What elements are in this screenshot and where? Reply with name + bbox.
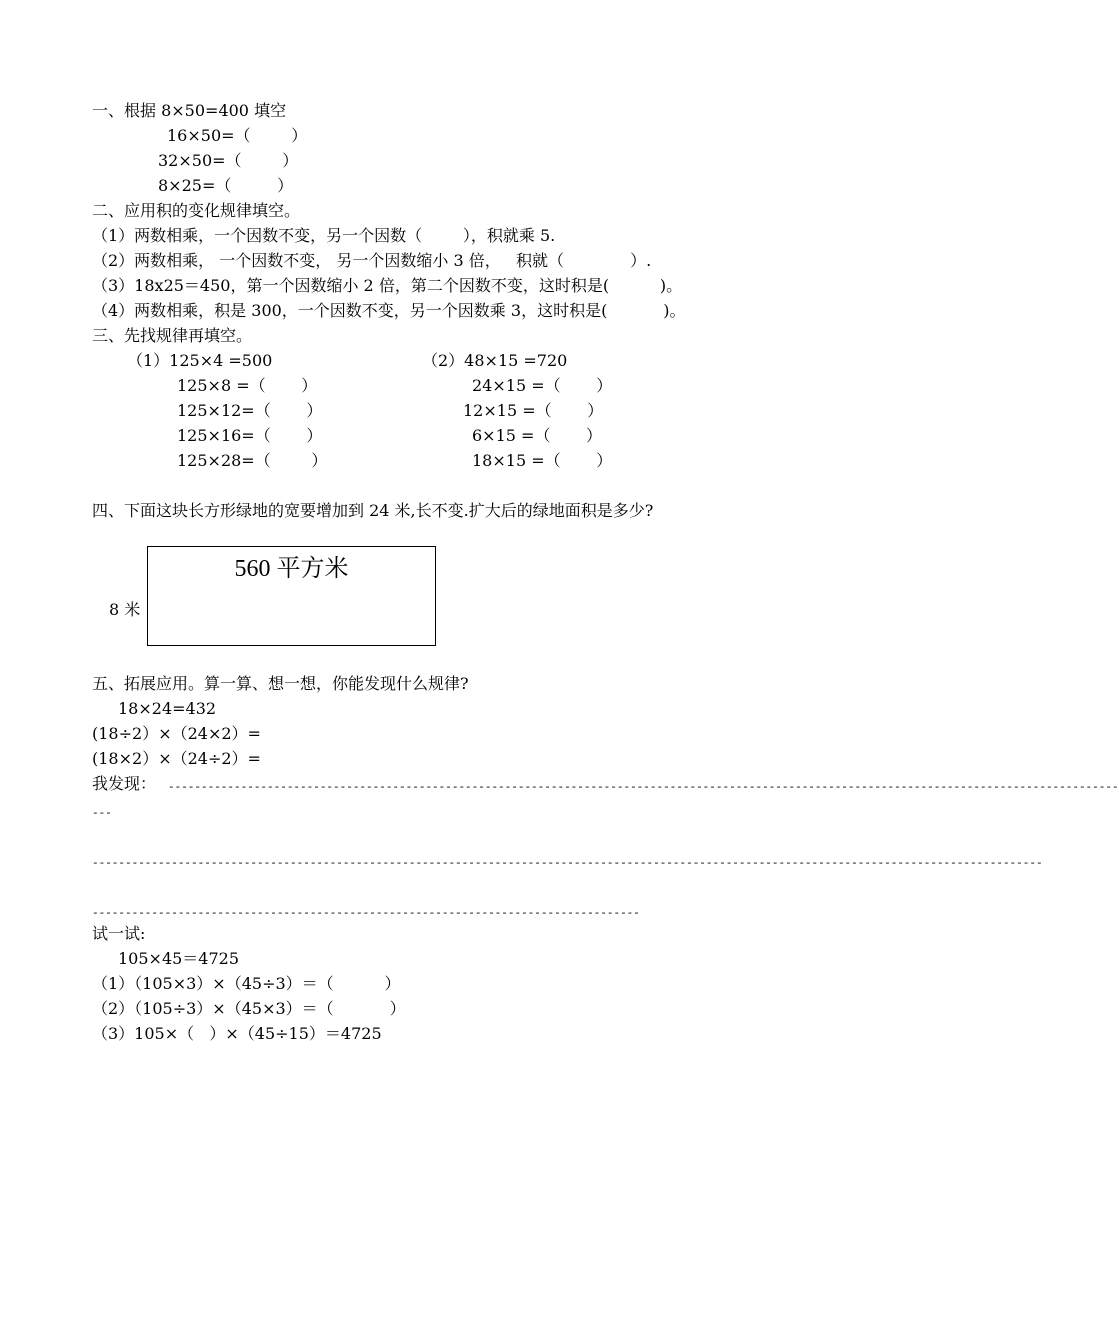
answer-dash-line-1-cont: --- [92,808,112,820]
s5-line-1: 18×24=432 [118,699,217,718]
s2-line-4: （4）两数相乘，积是 300，一个因数不变，另一个因数乘 3，这时积是( )。 [92,301,686,320]
try-line-3: （2）（105÷3）×（45×3）＝（ ） [92,999,406,1018]
s2-line-3: （3）18x25＝450，第一个因数缩小 2 倍，第二个因数不变，这时积是( )。 [92,276,683,295]
s1-line-3: 8×25=（ ） [158,176,294,195]
s1-line-1: 16×50=（ ） [167,126,308,145]
s3-right-2: 24×15 =（ ） [472,376,613,395]
s3-right-4: 6×15 =（ ） [472,426,603,445]
section-4-title: 四、下面这块长方形绿地的宽要增加到 24 米,长不变.扩大后的绿地面积是多少? [92,501,654,520]
s3-left-5: 125×28=（ ） [177,451,328,470]
s2-line-2: （2）两数相乘， 一个因数不变， 另一个因数缩小 3 倍， 积就（ ）. [92,251,652,270]
s3-right-3: 12×15 =（ ） [463,401,604,420]
discover-label: 我发现： [92,774,157,793]
s2-line-1: （1）两数相乘，一个因数不变，另一个因数（ ），积就乘 5. [92,226,556,245]
answer-dash-line-1: ------------------------------------------------------------------------------------------------------------------------------------------------ [168,782,1119,794]
s1-line-2: 32×50=（ ） [158,151,299,170]
try-line-4: （3）105×（ ）×（45÷15）＝4725 [92,1024,382,1043]
section-2-title: 二、应用积的变化规律填空。 [92,201,301,220]
s5-line-3: (18×2）×（24÷2）= [92,749,261,768]
section-1-title: 一、根据 8×50=400 填空 [92,101,287,120]
s3-left-3: 125×12=（ ） [177,401,323,420]
s3-left-2: 125×8 =（ ） [177,376,318,395]
try-line-1: 105×45＝4725 [118,949,240,968]
s3-left-1: （1）125×4 =500 [127,351,273,370]
answer-dash-line-3: ----------------------------------------------------------------------------------- [92,908,640,920]
s3-right-1: （2）48×15 =720 [422,351,568,370]
section-3-title: 三、先找规律再填空。 [92,326,253,345]
s5-line-2: (18÷2）×（24×2）= [92,724,261,743]
try-line-2: （1）（105×3）×（45÷3）＝（ ） [92,974,401,993]
s3-right-5: 18×15 =（ ） [472,451,613,470]
try-title: 试一试: [92,924,146,943]
width-label: 8 米 [109,600,141,619]
answer-dash-line-2: ------------------------------------------------------------------------------------------------------------------------------------------------ [92,858,1043,870]
area-label: 560 平方米 [234,556,349,582]
s3-left-4: 125×16=（ ） [177,426,323,445]
section-5-title: 五、拓展应用。算一算、想一想，你能发现什么规律? [92,674,469,693]
lawn-rectangle [147,546,436,646]
